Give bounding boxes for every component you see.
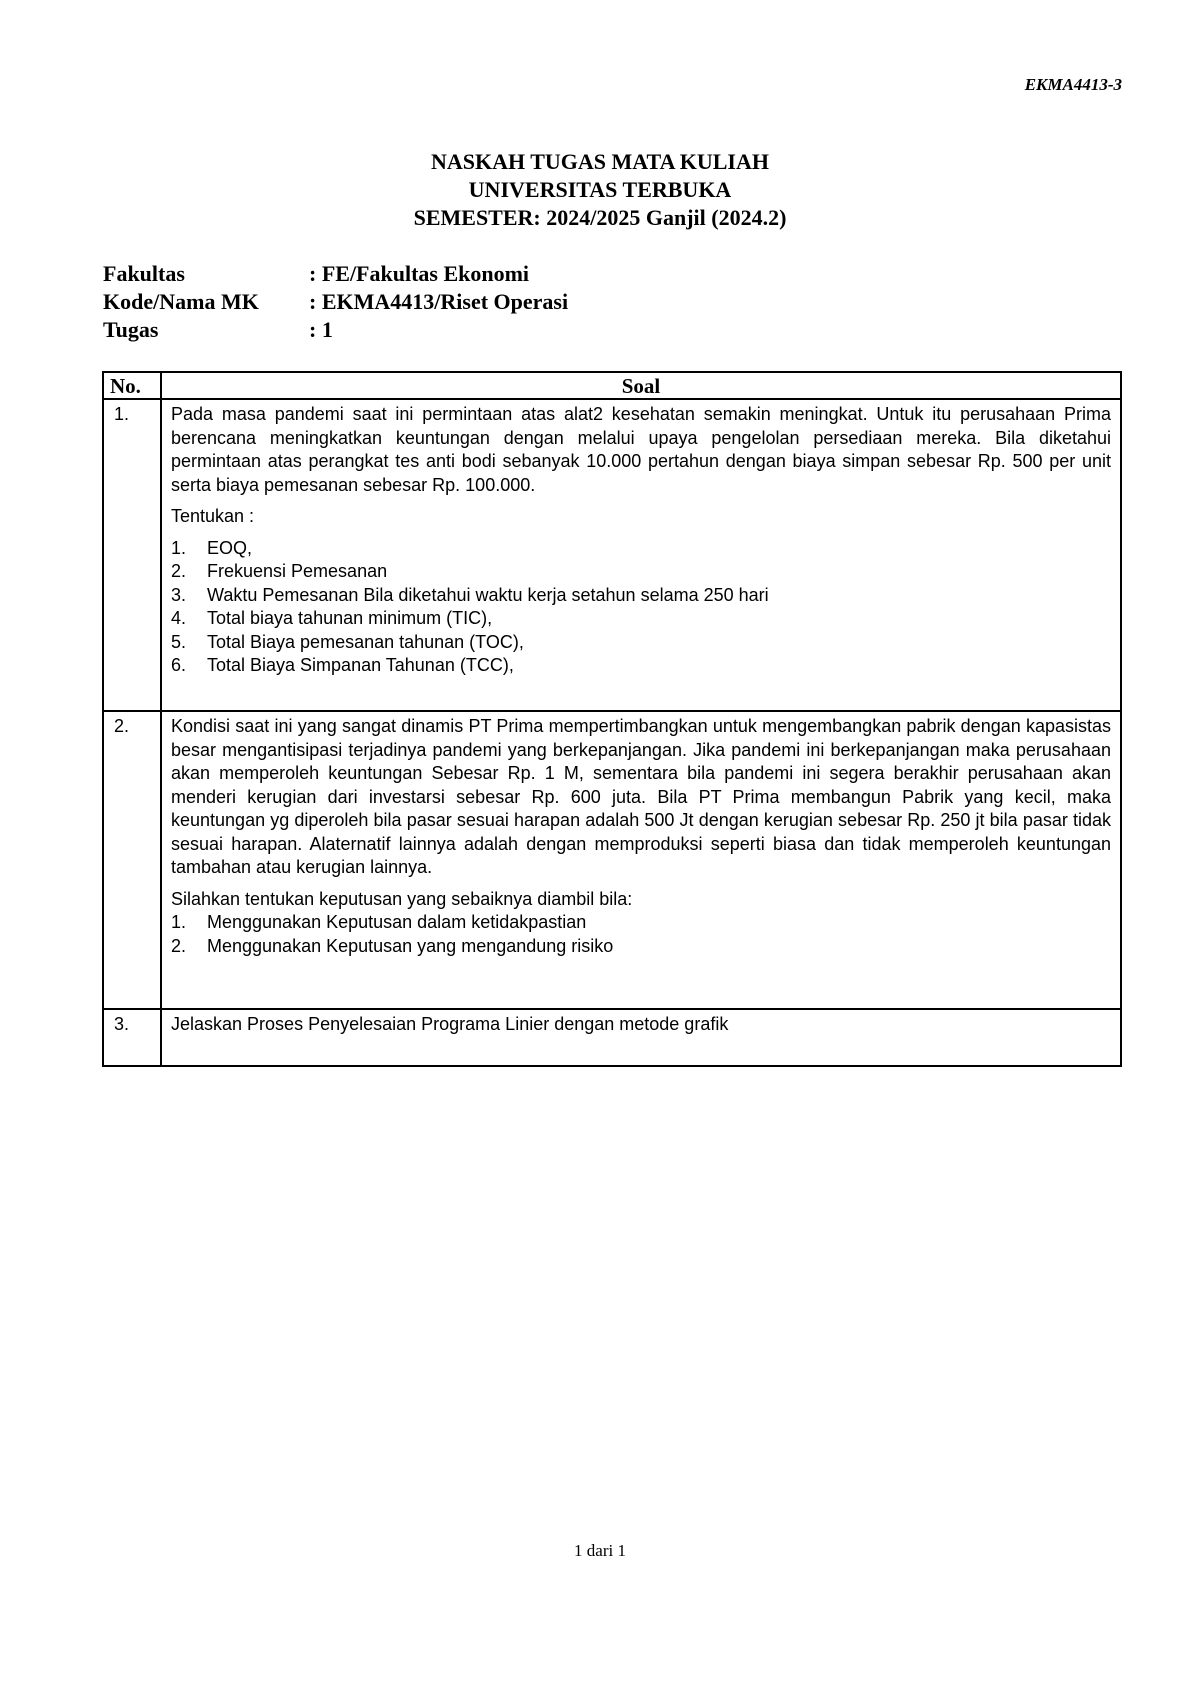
course-code-header: EKMA4413-3: [1024, 75, 1122, 94]
question-number: 2.: [103, 711, 161, 1009]
list-item: [171, 584, 1111, 608]
list-item: [171, 560, 1111, 584]
question-paragraph: Kondisi saat ini yang sangat dinamis PT Prima mempertimbangkan untuk mengembangkan pabrik dengan kapasistas besar mengantisipasi terjadinya pandemi yang berkepanjangan. Jika pandemi ini berkepanjangan maka perusahaan akan memperoleh keuntungan Sebesar Rp. 1 M, sementara bila pandemi ini segera berakhir perusahaan akan menderi kerugian dari investarsi sebesar Rp. 600 juta. Bila PT Prima membangun Pabrik yang kecil, maka keuntungan yg diperoleh bila pasar sesuai harapan adalah 500 Jt dengan kerugian sebesar Rp. 250 jt bila pasar tidak sesuai harapan. Alaternatif lainnya adalah dengan memproduksi seperti biasa dan tidak memperoleh keuntungan tambahan atau kerugian lainnya.: [171, 716, 1111, 877]
list-item-text: Total biaya tahunan minimum (TIC),: [207, 608, 493, 628]
question-paragraph: Pada masa pandemi saat ini permintaan atas alat2 kesehatan semakin meningkat. Untuk itu perusahaan Prima berencana meningkatkan keuntungan dengan melalui upaya pengelolan persediaan mereka. Bila diketahui permintaan atas perangkat tes anti bodi sebanyak 10.000 pertahun dengan biaya simpan sebesar Rp. 500 per unit serta biaya pemesanan sebesar Rp. 100.000.: [171, 404, 1111, 495]
list-item-text: EOQ,: [207, 537, 253, 558]
question-prompt: Silahkan tentukan keputusan yang sebaiknya diambil bila:: [171, 888, 633, 909]
list-item-number: 2.: [171, 561, 187, 581]
table-header-row: [103, 372, 1121, 399]
document-title: [0, 148, 1200, 232]
list-item-number: 1.: [171, 537, 187, 558]
meta-row-fakultas: [103, 260, 568, 288]
list-item-number: 6.: [171, 655, 187, 675]
kode-value: : EKMA4413/Riset Operasi: [309, 288, 568, 316]
meta-row-kode: [103, 288, 568, 316]
list-item-text: Frekuensi Pemesanan: [207, 561, 388, 581]
table-row: [103, 1009, 1121, 1066]
question-body: [161, 399, 1121, 711]
title-line-2: UNIVERSITAS TERBUKA: [468, 177, 732, 202]
list-item-text: Total Biaya pemesanan tahunan (TOC),: [207, 631, 524, 652]
list-item: [171, 537, 1111, 561]
tugas-value: : 1: [309, 316, 333, 344]
list-item: [171, 911, 1111, 935]
question-body: [161, 711, 1121, 1009]
question-number: 3.: [103, 1009, 161, 1066]
list-item-number: 5.: [171, 631, 187, 652]
tugas-label: Tugas: [103, 317, 159, 342]
column-header-soal: Soal: [161, 372, 1121, 399]
list-item-text: Total Biaya Simpanan Tahunan (TCC),: [207, 655, 514, 675]
question-body: [161, 1009, 1121, 1066]
list-item-text: Menggunakan Keputusan yang mengandung risiko: [207, 935, 614, 956]
column-header-no: No.: [103, 372, 161, 399]
list-item-number: 4.: [171, 608, 187, 628]
list-item-number: 2.: [171, 935, 187, 956]
list-item: [171, 654, 1111, 678]
kode-label: Kode/Nama MK: [103, 289, 259, 314]
question-prompt: Tentukan :: [171, 506, 255, 526]
question-subitems: [171, 537, 1111, 678]
table-row: [103, 711, 1121, 1009]
meta-row-tugas: [103, 316, 568, 344]
question-number: 1.: [103, 399, 161, 711]
list-item-number: 3.: [171, 584, 187, 605]
title-line-3: SEMESTER: 2024/2025 Ganjil (2024.2): [413, 205, 787, 230]
list-item-number: 1.: [171, 912, 187, 932]
list-item: [171, 631, 1111, 655]
list-item-text: Waktu Pemesanan Bila diketahui waktu kerja setahun selama 250 hari: [207, 584, 769, 605]
page-number: 1 dari 1: [574, 1541, 626, 1560]
title-line-1: NASKAH TUGAS MATA KULIAH: [431, 149, 769, 174]
fakultas-label: Fakultas: [103, 261, 185, 286]
fakultas-value: : FE/Fakultas Ekonomi: [309, 260, 529, 288]
table-row: [103, 399, 1121, 711]
question-subitems: [171, 911, 1111, 958]
course-info: [103, 260, 568, 344]
list-item: [171, 935, 1111, 959]
question-paragraph: Jelaskan Proses Penyelesaian Programa Linier dengan metode grafik: [171, 1014, 729, 1034]
question-table: [102, 371, 1122, 1067]
list-item-text: Menggunakan Keputusan dalam ketidakpastian: [207, 912, 587, 932]
list-item: [171, 607, 1111, 631]
